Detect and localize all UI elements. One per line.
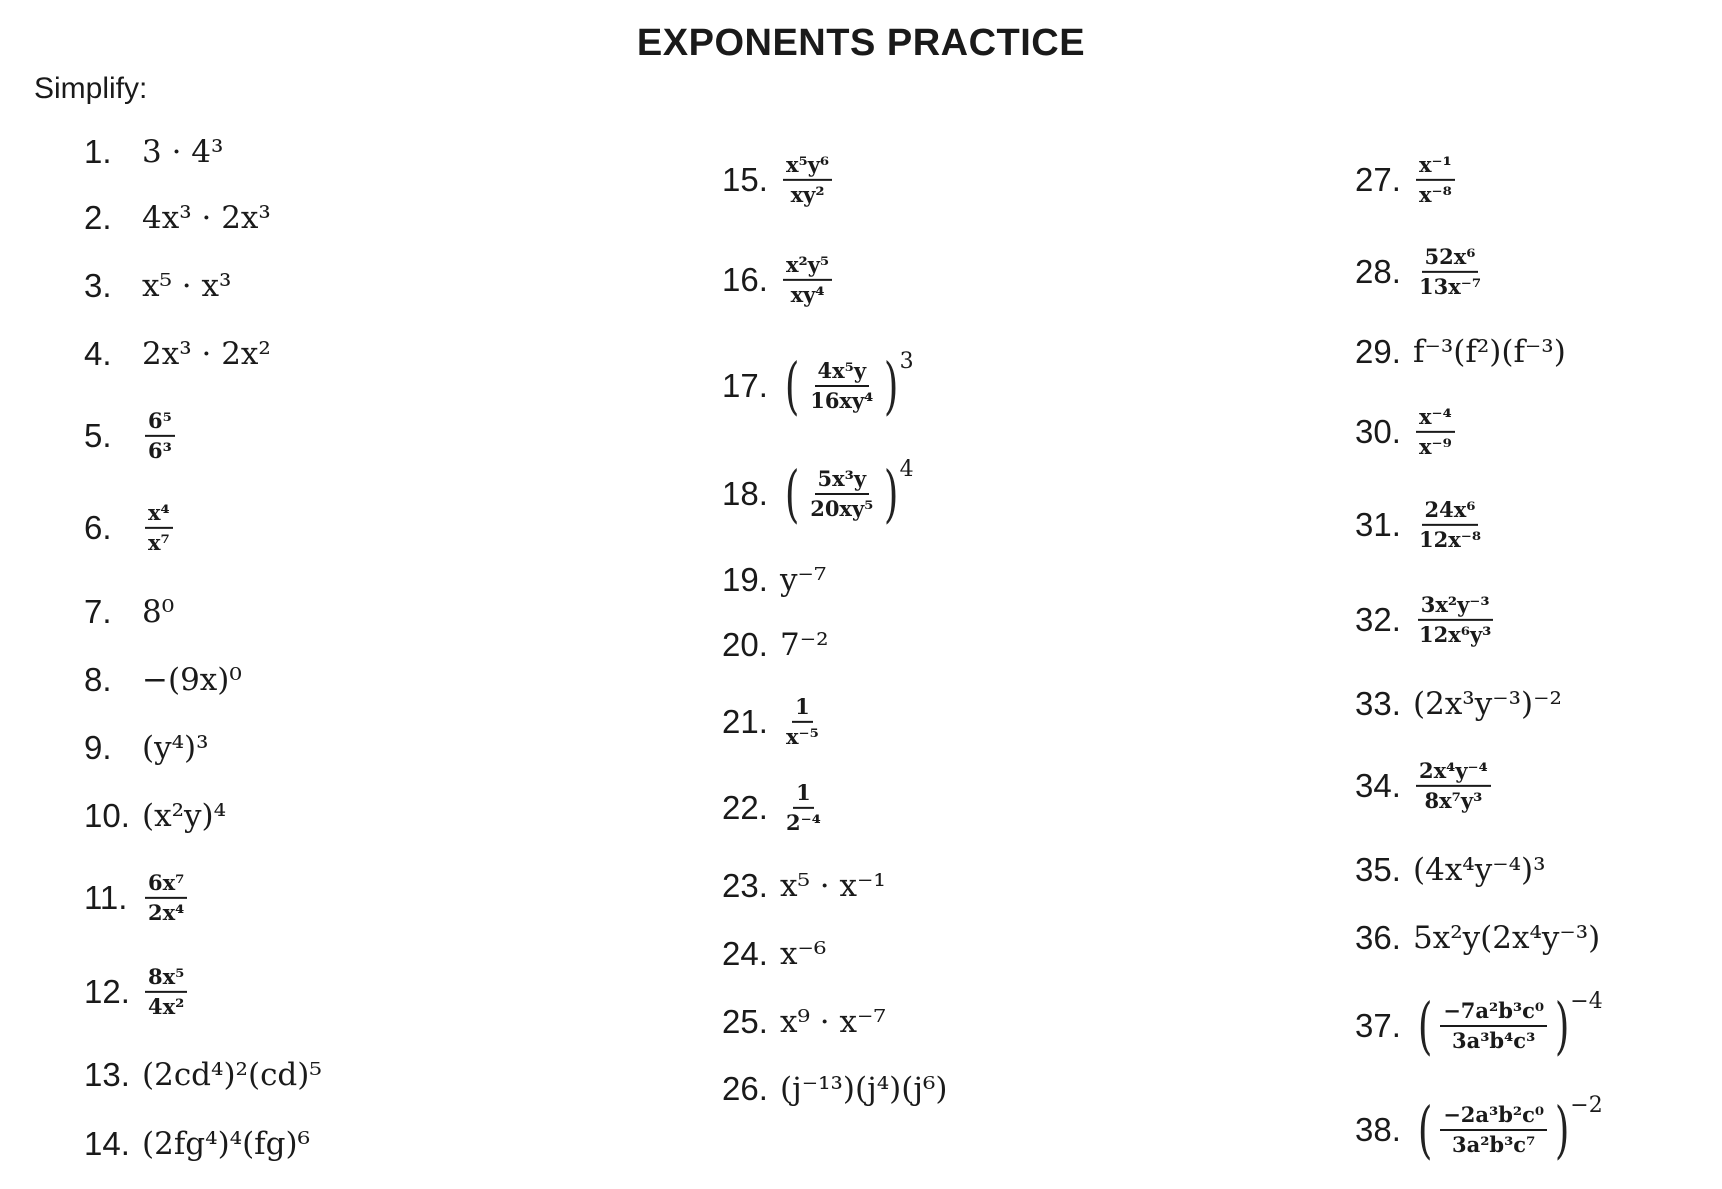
- problem-expression: y⁻⁷: [780, 562, 827, 598]
- outer-exponent: −4: [1570, 989, 1603, 1014]
- problem-31: [1355, 498, 1487, 552]
- problem-23: [722, 867, 886, 905]
- problem-expression: (2x³y⁻³)⁻²: [1413, 686, 1562, 722]
- problem-38: [1355, 1093, 1603, 1166]
- left-paren: (: [1417, 989, 1433, 1062]
- instruction-text: Simplify:: [34, 72, 148, 105]
- right-paren: ): [1554, 1093, 1570, 1166]
- problem-number: 14.: [84, 1125, 130, 1162]
- numerator: 52x⁶: [1422, 245, 1479, 273]
- problem-expression: x⁵ · x³: [142, 268, 232, 304]
- problem-number: 8.: [84, 661, 112, 698]
- numerator: x⁻¹: [1416, 153, 1455, 181]
- problem-expression: −(9x)⁰: [142, 662, 242, 698]
- right-paren: ): [884, 457, 899, 530]
- problem-number: 38.: [1355, 1111, 1401, 1148]
- denominator: 4x²: [148, 994, 185, 1019]
- problem-1: [84, 133, 223, 171]
- fraction: [145, 501, 173, 555]
- problem-37: [1355, 989, 1603, 1062]
- problem-number: 26.: [722, 1070, 768, 1107]
- problem-number: 12.: [84, 973, 130, 1010]
- denominator: 12x⁶y³: [1419, 622, 1492, 647]
- problem-24: [722, 935, 826, 973]
- problem-expression: 4x³ · 2x³: [142, 200, 271, 236]
- fraction: [1440, 1103, 1547, 1157]
- left-paren: (: [784, 349, 800, 422]
- problem-11: [84, 871, 190, 925]
- problem-30: [1355, 405, 1458, 459]
- problem-expression: x⁵ · x⁻¹: [780, 868, 886, 904]
- problem-16: [722, 253, 835, 307]
- problem-number: 22.: [722, 789, 768, 826]
- problem-number: 10.: [84, 797, 130, 834]
- problem-18: [722, 457, 914, 530]
- denominator: xy²: [790, 182, 825, 207]
- problem-number: 35.: [1355, 851, 1401, 888]
- fraction: [783, 781, 824, 835]
- problem-number: 21.: [722, 703, 768, 740]
- fraction: [807, 359, 876, 413]
- problem-number: 2.: [84, 199, 112, 236]
- numerator: 4x⁵y: [815, 359, 870, 387]
- numerator: x⁴: [145, 501, 173, 529]
- problem-34: [1355, 759, 1494, 813]
- numerator: 6x⁷: [145, 871, 187, 899]
- problem-5: [84, 409, 178, 463]
- problem-17: [722, 349, 914, 422]
- numerator: 1: [792, 695, 813, 723]
- problem-2: [84, 199, 271, 237]
- outer-exponent: −2: [1570, 1093, 1603, 1118]
- problem-number: 15.: [722, 161, 768, 198]
- left-paren: (: [784, 457, 800, 530]
- problem-6: [84, 501, 176, 555]
- problem-number: 17.: [722, 367, 768, 404]
- problem-number: 30.: [1355, 413, 1401, 450]
- numerator: x²y⁵: [783, 253, 832, 281]
- problem-number: 1.: [84, 133, 112, 170]
- problem-number: 13.: [84, 1056, 130, 1093]
- parenthesized-fraction: [1413, 1093, 1603, 1166]
- numerator: x⁵y⁶: [783, 153, 832, 181]
- problem-number: 3.: [84, 267, 112, 304]
- fraction: [783, 153, 832, 207]
- problem-number: 9.: [84, 729, 112, 766]
- fraction: [1416, 153, 1455, 207]
- problem-15: [722, 153, 835, 207]
- denominator: 8x⁷y³: [1424, 788, 1483, 813]
- problem-8: [84, 661, 242, 699]
- page-title: EXPONENTS PRACTICE: [636, 22, 1086, 64]
- problem-28: [1355, 245, 1487, 299]
- right-paren: ): [884, 349, 899, 422]
- numerator: x⁻⁴: [1416, 405, 1455, 433]
- problem-expression: 8⁰: [142, 594, 175, 630]
- problem-10: [84, 797, 226, 835]
- problem-expression: (x²y)⁴: [142, 798, 227, 834]
- problem-expression: (y⁴)³: [142, 730, 209, 766]
- problem-9: [84, 729, 209, 767]
- problem-number: 7.: [84, 593, 112, 630]
- denominator: 2⁻⁴: [786, 810, 821, 835]
- denominator: x⁻⁵: [786, 724, 819, 749]
- numerator: 3x²y⁻³: [1418, 593, 1493, 621]
- fraction: [783, 253, 832, 307]
- problem-expression: f⁻³(f²)(f⁻³): [1413, 334, 1566, 370]
- problem-number: 20.: [722, 626, 768, 663]
- problem-32: [1355, 593, 1497, 647]
- problem-33: [1355, 685, 1562, 723]
- problem-expression: 3 · 4³: [142, 134, 224, 170]
- fraction: [783, 695, 822, 749]
- fraction: [145, 871, 187, 925]
- numerator: −2a³b²c⁰: [1440, 1103, 1547, 1131]
- problem-number: 4.: [84, 335, 112, 372]
- fraction: [1416, 593, 1494, 647]
- denominator: 3a³b⁴c³: [1452, 1028, 1536, 1053]
- denominator: x⁷: [148, 530, 170, 555]
- denominator: 2x⁴: [148, 900, 185, 925]
- parenthesized-fraction: [780, 457, 914, 530]
- problem-36: [1355, 919, 1600, 957]
- problem-number: 27.: [1355, 161, 1401, 198]
- fraction: [807, 467, 876, 521]
- problem-expression: (4x⁴y⁻⁴)³: [1413, 852, 1546, 888]
- outer-exponent: 3: [899, 349, 914, 374]
- problem-expression: (j⁻¹³)(j⁴)(j⁶): [780, 1071, 948, 1107]
- fraction: [1416, 405, 1455, 459]
- problem-number: 19.: [722, 561, 768, 598]
- problem-4: [84, 335, 271, 373]
- problem-27: [1355, 153, 1458, 207]
- problem-number: 36.: [1355, 919, 1401, 956]
- problem-number: 16.: [722, 261, 768, 298]
- problem-expression: 7⁻²: [780, 627, 829, 663]
- problem-29: [1355, 333, 1566, 371]
- outer-exponent: 4: [899, 457, 914, 482]
- fraction: [1416, 498, 1484, 552]
- problem-12: [84, 965, 190, 1019]
- problem-number: 23.: [722, 867, 768, 904]
- problem-number: 11.: [84, 879, 128, 916]
- fraction: [1416, 759, 1491, 813]
- numerator: 6⁵: [145, 409, 175, 437]
- problem-20: [722, 626, 829, 664]
- denominator: xy⁴: [790, 282, 825, 307]
- left-paren: (: [1417, 1093, 1433, 1166]
- problem-22: [722, 781, 827, 835]
- problem-13: [84, 1056, 322, 1094]
- denominator: x⁻⁸: [1419, 182, 1452, 207]
- parenthesized-fraction: [1413, 989, 1603, 1062]
- problem-3: [84, 267, 231, 305]
- fraction: [1440, 999, 1547, 1053]
- problem-number: 5.: [84, 417, 112, 454]
- problem-35: [1355, 851, 1546, 889]
- problem-number: 25.: [722, 1003, 768, 1040]
- problem-number: 6.: [84, 509, 112, 546]
- numerator: 24x⁶: [1422, 498, 1479, 526]
- problem-14: [84, 1125, 310, 1163]
- denominator: 16xy⁴: [810, 388, 874, 413]
- problem-expression: (2fg⁴)⁴(fg)⁶: [142, 1126, 311, 1162]
- numerator: 2x⁴y⁻⁴: [1416, 759, 1491, 787]
- problem-number: 24.: [722, 935, 768, 972]
- fraction: [145, 409, 175, 463]
- numerator: 1: [793, 781, 814, 809]
- problem-number: 18.: [722, 475, 768, 512]
- problem-number: 32.: [1355, 601, 1401, 638]
- problem-expression: x⁹ · x⁻⁷: [780, 1004, 886, 1040]
- numerator: 5x³y: [815, 467, 870, 495]
- denominator: x⁻⁹: [1419, 434, 1452, 459]
- problem-number: 33.: [1355, 685, 1401, 722]
- problem-expression: x⁻⁶: [780, 936, 827, 972]
- problem-expression: 5x²y(2x⁴y⁻³): [1413, 920, 1601, 956]
- problem-number: 34.: [1355, 767, 1401, 804]
- problem-number: 37.: [1355, 1007, 1401, 1044]
- denominator: 20xy⁵: [810, 496, 874, 521]
- problem-number: 28.: [1355, 253, 1401, 290]
- parenthesized-fraction: [780, 349, 914, 422]
- fraction: [145, 965, 187, 1019]
- denominator: 13x⁻⁷: [1419, 274, 1482, 299]
- numerator: 8x⁵: [145, 965, 187, 993]
- denominator: 6³: [148, 438, 172, 463]
- problem-21: [722, 695, 825, 749]
- fraction: [1416, 245, 1484, 299]
- right-paren: ): [1554, 989, 1570, 1062]
- problem-19: [722, 561, 826, 599]
- problem-25: [722, 1003, 886, 1041]
- denominator: 3a²b³c⁷: [1452, 1132, 1536, 1157]
- problem-number: 29.: [1355, 333, 1401, 370]
- problem-expression: (2cd⁴)²(cd)⁵: [142, 1057, 322, 1093]
- problem-number: 31.: [1355, 506, 1401, 543]
- numerator: −7a²b³c⁰: [1440, 999, 1547, 1027]
- problem-7: [84, 593, 174, 631]
- denominator: 12x⁻⁸: [1419, 527, 1482, 552]
- problem-26: [722, 1070, 947, 1108]
- problem-expression: 2x³ · 2x²: [142, 336, 271, 372]
